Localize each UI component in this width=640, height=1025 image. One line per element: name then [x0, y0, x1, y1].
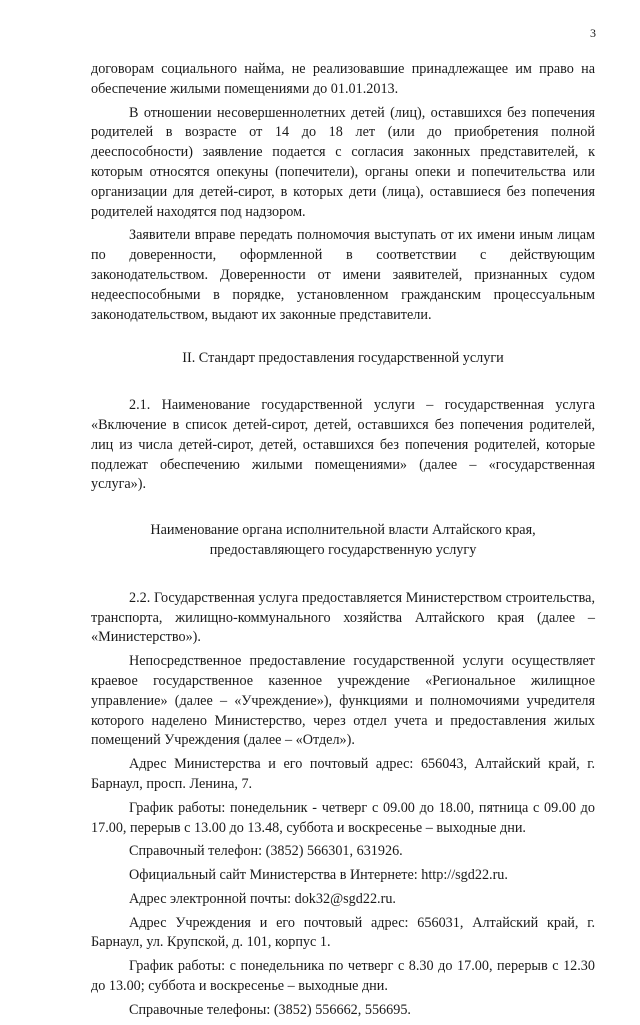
paragraph-2-1: 2.1. Наименование государственной услуги – государственная услуга «Включение в список детей-сирот, детей, оставшихся без попечения родителей, лиц из числа детей-сирот, детей, оставшихся без попечения родителей, которые подлежат обеспечению жилыми помещениями» (далее – «государственная услуга»).	[91, 397, 595, 493]
document-body	[91, 60, 595, 1025]
subsection-title-line-1: Наименование органа исполнительной власти Алтайского края,	[150, 522, 536, 539]
paragraph-ministry-website: Официальный сайт Министерства в Интернете: http://sgd22.ru.	[129, 867, 508, 884]
paragraph-2-2: 2.2. Государственная услуга предоставляется Министерством строительства, транспорта, жилищно-коммунального хозяйства Алтайского края (далее – «Министерство»).	[91, 589, 595, 646]
paragraph-ministry-phone: Справочный телефон: (3852) 566301, 631926.	[129, 843, 403, 860]
paragraph-institution-phones: Справочные телефоны: (3852) 556662, 556695.	[129, 1001, 411, 1018]
paragraph-institution-address: Адрес Учреждения и его почтовый адрес: 656031, Алтайский край, г. Барнаул, ул. Крупской, д. 101, корпус 1.	[91, 914, 595, 951]
paragraph-continuation: договорам социального найма, не реализовавшие принадлежащее им право на обеспечение жилыми помещениями до 01.01.2013.	[91, 61, 595, 97]
paragraph-institution-hours: График работы: с понедельника по четверг с 8.30 до 17.00, перерыв с 12.30 до 13.00; суббота и воскресенье – выходные дни.	[91, 958, 595, 995]
paragraph-ministry-address: Адрес Министерства и его почтовый адрес: 656043, Алтайский край, г. Барнаул, просп. Ленина, 7.	[91, 756, 595, 792]
page-number: 3	[590, 26, 596, 40]
paragraph-minors: В отношении несовершеннолетних детей (лиц), оставшихся без попечения родителей в возрасте от 14 до 18 лет (или до приобретения полной дееспособности) заявление подается с согласия законных представителей, к которым относятся опекуны (попечители), органы опеки и попечительства или организации для детей-сирот, в которых дети (лица), оставшиеся без попечения родителей находятся под надзором.	[91, 104, 595, 220]
subsection-title-line-2: предоставляющего государственную услугу	[209, 541, 477, 558]
paragraph-institution: Непосредственное предоставление государственной услуги осуществляет краевое государственное казенное учреждение «Региональное жилищное управление» (далее – «Учреждение»), функциями и полномочиями учредителя которого наделено Министерство, через отдел учета и предоставления жилых помещений Учреждения (далее – «Отдел»).	[91, 653, 595, 749]
paragraph-ministry-email: Адрес электронной почты: dok32@sgd22.ru.	[129, 890, 396, 907]
subsection-title	[91, 521, 595, 561]
paragraph-power-of-attorney: Заявители вправе передать полномочия выступать от их имени иным лицам по доверенности, оформленной в соответствии с действующим законодательством. Доверенности от имени заявителей, признанных судом недееспособными в порядке, установленном гражданским процессуальным законодательством, выдают их законные представители.	[91, 227, 595, 323]
section-title: II. Стандарт предоставления государственной услуги	[182, 350, 504, 367]
paragraph-ministry-hours: График работы: понедельник - четверг с 09.00 до 18.00, пятница с 09.00 до 17.00, перерыв с 13.00 до 13.48, суббота и воскресенье – выходные дни.	[91, 799, 595, 836]
